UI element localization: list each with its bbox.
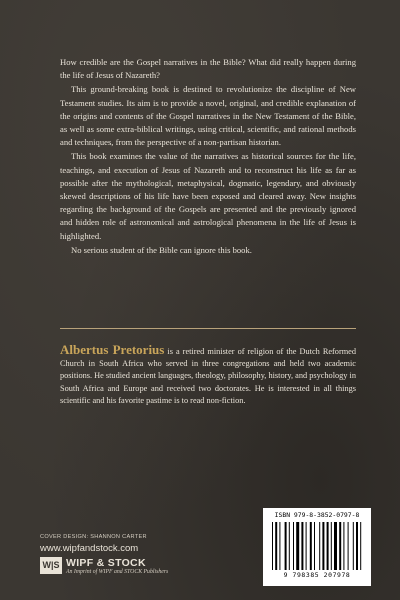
barcode-icon xyxy=(272,522,362,570)
author-bio xyxy=(60,344,356,407)
author-name: Albertus Pretorius xyxy=(60,342,165,357)
publisher-tagline: An Imprint of WIPF and STOCK Publishers xyxy=(66,569,169,575)
blurb-paragraph-2: This ground-breaking book is destined to revolutionize the discipline of New Testament studies. Its aim is to provide a novel, original, and credible explanation of the origins and contents of the Gospel narratives in the New Testament of the Bible, as well as some extra-biblical writings, using critical, scientific, and rational methods and techniques, from the perspective of a non-partisan historian. xyxy=(60,84,356,148)
publisher-name: WIPF & STOCK xyxy=(66,557,146,569)
section-divider xyxy=(60,328,356,329)
cover-design-credit: COVER DESIGN: SHANNON CARTER xyxy=(40,534,147,540)
isbn-barcode xyxy=(263,508,371,586)
blurb-paragraph-3: This book examines the value of the narratives as historical sources for the life, teachings, and execution of Jesus of Nazareth and to reconstruct his life as far as possible after the mythological, metaphysical, dogmatic, legendary, and obviously skewed descriptions of his life have been exposed and cleared away. New insights regarding the background of the Gospels are presented and the previously ignored and hidden role of astronomical and astrological phenomena in the life of Jesus is highlighted. xyxy=(60,151,356,241)
publisher-website: www.wipfandstock.com xyxy=(40,543,139,554)
blurb xyxy=(60,56,356,257)
isbn-label: ISBN 979-8-3852-0797-8 xyxy=(274,511,360,519)
barcode-digits: 9 798385 207978 xyxy=(283,571,351,579)
author-bio-text: is a retired minister of religion of the Dutch Reformed Church in South Africa who served in three congregations and held two academic positions. He studied ancient languages, theology, philosophy, history, and psychology in South Africa and Europe and received two doctorates. He is interested in all things scientific and his favorite pastime is to read non-fiction. xyxy=(60,347,356,405)
blurb-paragraph-4: No serious student of the Bible can ignore this book. xyxy=(71,244,252,255)
blurb-paragraph-1: How credible are the Gospel narratives in the Bible? What did really happen during the life of Jesus of Nazareth? xyxy=(60,57,356,81)
publisher-logo-icon: W|S xyxy=(40,557,62,574)
